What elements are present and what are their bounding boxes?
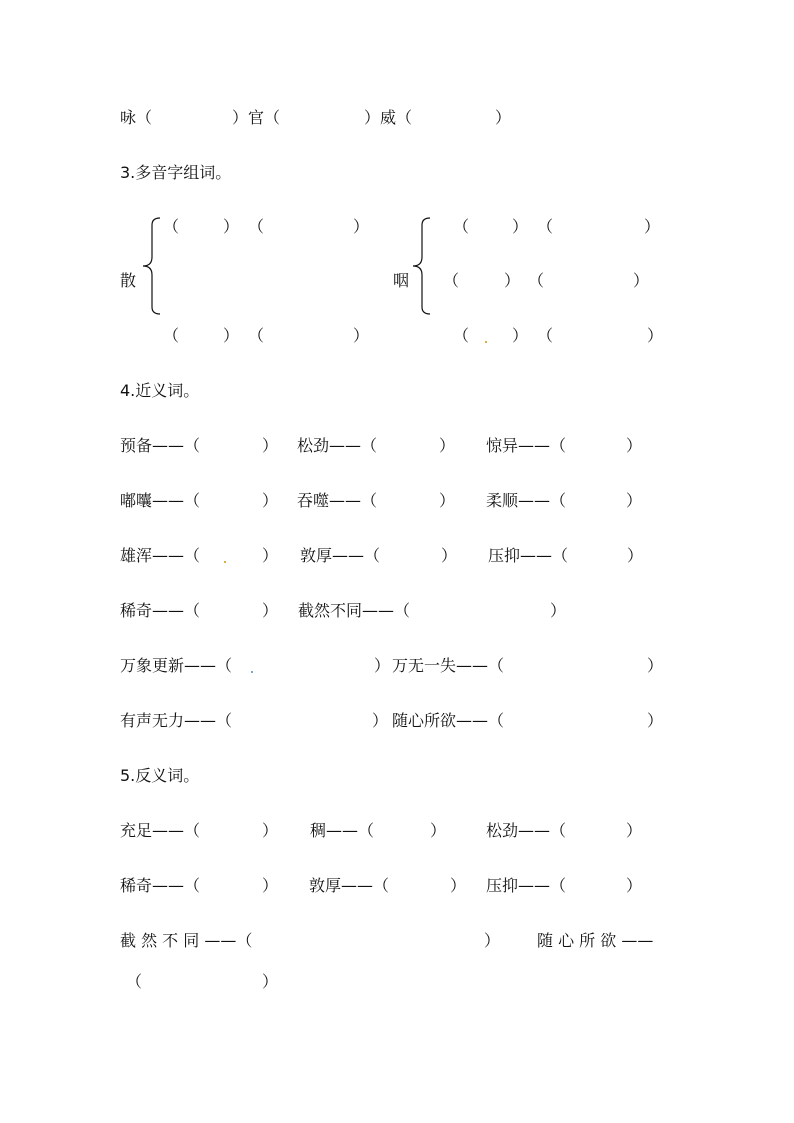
paren-close: ） <box>627 546 644 565</box>
paren-close: ） <box>374 656 391 675</box>
paren-close: ） <box>626 491 643 510</box>
paren-open: （ <box>528 271 545 290</box>
paren-close: ） <box>633 271 650 290</box>
paren-close: ） <box>223 326 240 345</box>
paren-close: ） <box>647 656 664 675</box>
antonym-item: 压抑——（ <box>486 876 567 895</box>
paren-close: ） <box>353 326 370 345</box>
paren-close: ） <box>262 601 279 620</box>
paren-close: ） <box>353 217 370 236</box>
stray-dot <box>251 671 253 673</box>
antonym-item: 稀奇——（ <box>120 876 201 895</box>
paren-close: ） <box>450 876 467 895</box>
synonym-item: 预备——（ <box>120 436 201 455</box>
synonym-item: 柔顺——（ <box>486 491 567 510</box>
polyphone-yan: 咽 <box>393 271 410 290</box>
synonym-item: 万象更新——（ <box>120 656 233 675</box>
paren-close: ） <box>372 711 389 730</box>
paren-close: ） <box>626 436 643 455</box>
paren-close: ） <box>495 108 512 127</box>
paren-open: （ <box>126 972 143 991</box>
synonym-item: 随心所欲——（ <box>392 711 505 730</box>
stray-dot <box>224 561 226 563</box>
synonym-item: 嘟囔——（ <box>120 491 201 510</box>
antonym-item: 稠——（ <box>310 821 375 840</box>
synonym-item: 稀奇——（ <box>120 601 201 620</box>
synonym-item: 雄浑——（ <box>120 546 201 565</box>
paren-close: ） <box>262 972 279 991</box>
paren-close: ） <box>439 491 456 510</box>
paren-close: ） <box>504 271 521 290</box>
synonym-item: 吞噬——（ <box>297 491 378 510</box>
word-guan: ）官（ <box>232 108 281 127</box>
paren-close: ） <box>439 436 456 455</box>
paren-open: （ <box>248 326 265 345</box>
synonym-item: 敦厚——（ <box>300 546 381 565</box>
paren-close: ） <box>644 217 661 236</box>
antonym-item: 截 然 不 同 ——（ <box>120 931 253 950</box>
paren-open: （ <box>443 271 460 290</box>
synonym-item: 压抑——（ <box>488 546 569 565</box>
paren-close: ） <box>512 326 529 345</box>
section5-title: 5.反义词。 <box>120 766 200 785</box>
stray-dot <box>485 341 487 343</box>
paren-close: ） <box>647 711 664 730</box>
paren-close: ） <box>223 217 240 236</box>
paren-close: ） <box>484 931 501 950</box>
paren-close: ） <box>550 601 567 620</box>
paren-close: ） <box>262 876 279 895</box>
paren-close: ） <box>262 491 279 510</box>
paren-open: （ <box>453 326 470 345</box>
paren-open: （ <box>537 217 554 236</box>
paren-close: ） <box>512 217 529 236</box>
section4-title: 4.近义词。 <box>120 381 200 400</box>
paren-close: ） <box>647 326 664 345</box>
paren-open: （ <box>163 326 180 345</box>
paren-open: （ <box>453 217 470 236</box>
word-yong: 咏（ <box>120 108 153 127</box>
synonym-item: 截然不同——（ <box>298 601 411 620</box>
left-brace-1 <box>140 217 164 315</box>
synonym-item: 万无一失——（ <box>392 656 505 675</box>
paren-open: （ <box>248 217 265 236</box>
antonym-item: 充足——（ <box>120 821 201 840</box>
paren-close: ） <box>262 436 279 455</box>
left-brace-2 <box>410 217 434 315</box>
paren-close: ） <box>626 821 643 840</box>
synonym-item: 松劲——（ <box>297 436 378 455</box>
paren-open: （ <box>163 217 180 236</box>
paren-close: ） <box>430 821 447 840</box>
antonym-item: 松劲——（ <box>486 821 567 840</box>
polyphone-san: 散 <box>120 271 137 290</box>
paren-close: ） <box>441 546 458 565</box>
section3-title: 3.多音字组词。 <box>120 163 232 182</box>
paren-open: （ <box>537 326 554 345</box>
antonym-item: 随 心 所 欲 —— <box>537 931 654 950</box>
synonym-item: 有声无力——（ <box>120 711 233 730</box>
synonym-item: 惊异——（ <box>486 436 567 455</box>
antonym-item: 敦厚——（ <box>309 876 390 895</box>
paren-close: ） <box>262 546 279 565</box>
paren-close: ） <box>262 821 279 840</box>
word-wei: ）威（ <box>364 108 413 127</box>
paren-close: ） <box>626 876 643 895</box>
